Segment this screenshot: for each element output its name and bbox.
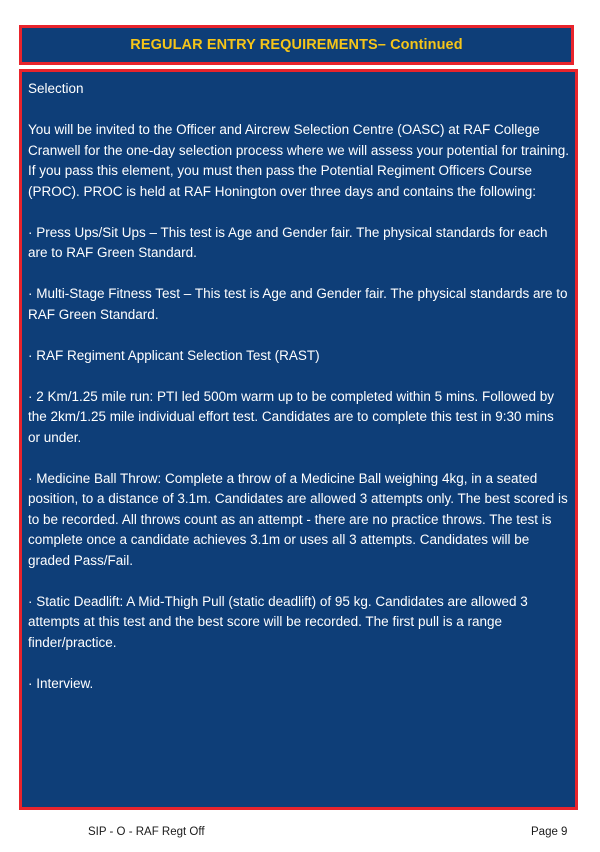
list-item-interview: · Interview. [28,675,94,691]
list-item-medicine-ball: · Medicine Ball Throw: Complete a throw of a Medicine Ball weighing 4kg, in a seated position, to a distance of 3.1m. Candidates are allowed 3 attempts only. The best scored is to be recorded. All throws count as an attempt - there are no practice throws. The test is complete once a candidate achieves 3.1m or uses all 3 attempts. Candidates will be graded Pass/Fail. [28,470,568,568]
list-item-fitness-test: · Multi-Stage Fitness Test – This test is Age and Gender fair. The physical standards are to RAF Green Standard. [28,286,568,322]
section-heading: Selection [28,81,84,96]
intro-paragraph: You will be invited to the Officer and Aircrew Selection Centre (OASC) at RAF College Cranwell for the one-day selection process where we will assess your potential for training. If you pass this element, you must then pass the Potential Regiment Officers Course (PROC). PROC is held at RAF Honington over three days and contains the following: [28,122,570,199]
footer-document-ref: SIP - O - RAF Regt Off [88,826,205,838]
list-item-deadlift: · Static Deadlift: A Mid-Thigh Pull (static deadlift) of 95 kg. Candidates are allowed 3 attempts at this test and the best score will be recorded. The first pull is a range finder/practice. [28,593,528,650]
list-item-rast: · RAF Regiment Applicant Selection Test (RAST) [28,347,320,363]
header-banner [19,25,574,65]
footer-page-number: Page 9 [531,826,568,838]
list-item-run: · 2 Km/1.25 mile run: PTI led 500m warm up to be completed within 5 mins. Followed by the 2km/1.25 mile individual effort test. Candidates are to complete this test in 9:30 mins or under. [28,388,554,445]
page-title: REGULAR ENTRY REQUIREMENTS– Continued [130,37,463,53]
list-item-press-ups: · Press Ups/Sit Ups – This test is Age and Gender fair. The physical standards for each are to RAF Green Standard. [28,224,548,260]
content-panel [19,69,578,810]
